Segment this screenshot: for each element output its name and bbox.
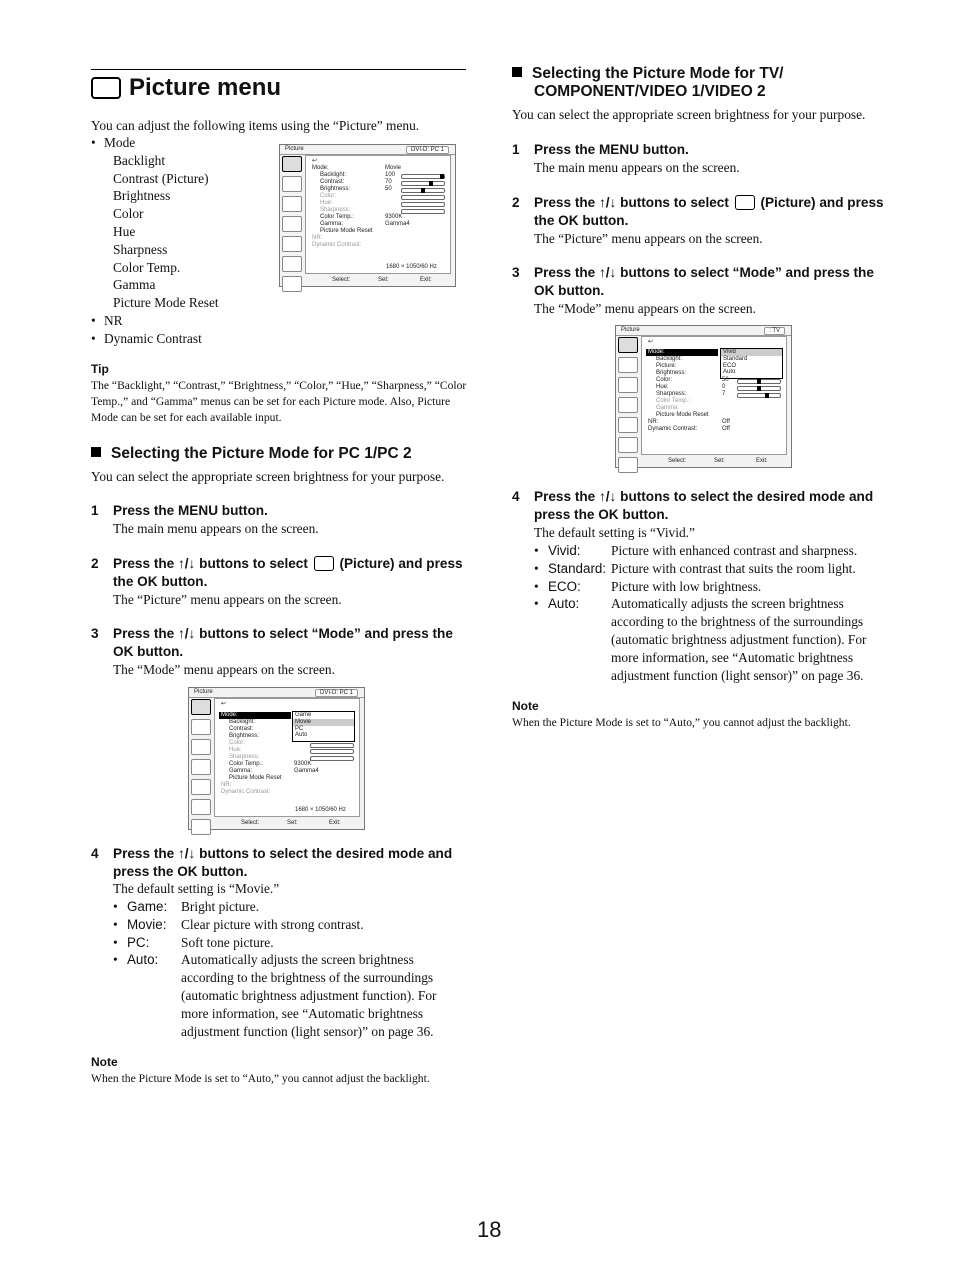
item-color-temp: Color Temp. — [113, 259, 181, 275]
pc-mode-list: • Game: Bright picture. • Movie: Clear picture with strong contrast. • PC: Soft tone picture. • Auto: Automatically adjusts the screen brightness according to the brightness of the surroundings (automatic brightness adjustment function). For more information, see “Automatic brightness adjustment function (light sensor)” on page 36. — [113, 899, 437, 1039]
tv-step-2: 2 Press the ↑/↓ buttons to select (Picture) and press the OK button. — [512, 195, 884, 228]
item-dynamic-contrast: Dynamic Contrast — [104, 330, 202, 346]
page-number: 18 — [477, 1217, 502, 1242]
tv-mode-list: • Vivid: Picture with enhanced contrast and sharpness. • Standard: Picture with contrast that suits the room light. • ECO: Picture with low brightness. • Auto: Automatically adjusts the screen brightness according to the brightness of the surroundings (automatic brightness adjustment function). For more information, see “Automatic brightness adjustment function (light sensor)” on page 36. — [534, 543, 867, 683]
pc-default: The default setting is “Movie.” — [113, 881, 280, 896]
pc-step-2-body: The “Picture” menu appears on the screen. — [113, 592, 342, 607]
item-brightness: Brightness — [113, 188, 171, 204]
tip-text: The “Backlight,” “Contrast,” “Brightness,” “Color,” “Hue,” “Sharpness,” “Color Temp.,” and “Gamma” menus can be set for each Picture mode. Also, Picture Mode can be set for each available input. — [91, 379, 467, 424]
tv-step-1: 1 Press the MENU button. — [512, 142, 689, 157]
item-mode: Mode — [104, 135, 136, 150]
tv-step-3-body: The “Mode” menu appears on the screen. — [534, 301, 756, 316]
pc-step-4: 4 Press the ↑/↓ buttons to select the desired mode and press the OK button. — [91, 846, 453, 879]
item-color: Color — [113, 206, 144, 222]
item-gamma: Gamma — [113, 277, 156, 293]
item-contrast: Contrast (Picture) — [113, 170, 209, 186]
picture-icon — [91, 77, 121, 99]
tv-note: When the Picture Mode is set to “Auto,” you cannot adjust the backlight. — [512, 716, 851, 729]
item-picture-mode-reset: Picture Mode Reset — [113, 295, 219, 311]
tv-intro: You can select the appropriate screen brightness for your purpose. — [512, 107, 866, 122]
pc-step-1-body: The main menu appears on the screen. — [113, 521, 319, 536]
tv-default: The default setting is “Vivid.” — [534, 525, 695, 540]
pc-note-heading: Note — [91, 1055, 118, 1069]
osd-picture-menu: Picture DVI-D: PC 1 ↩ Mode: Backlight: Contrast: Brightness: Color: Hue: Sharpness: Color Temp.: Gamma: Picture Mode Reset NR: Dynamic Contrast: Movie 100 70 50 9300K Gamma4 1680 × 1050/60 Hz Select: Set: Exit: — [279, 144, 456, 287]
pc-step-1: 1 Press the MENU button. — [91, 503, 268, 518]
title-rule — [91, 69, 466, 70]
intro-text: You can adjust the following items using the “Picture” menu. — [91, 118, 420, 133]
tv-heading: Selecting the Picture Mode for TV/ COMPONENT/VIDEO 1/VIDEO 2 — [512, 65, 912, 101]
pc-step-3: 3 Press the ↑/↓ buttons to select “Mode” and press the OK button. — [91, 626, 453, 659]
picture-icon — [314, 556, 334, 571]
pc-intro: You can select the appropriate screen brightness for your purpose. — [91, 469, 445, 484]
pc-heading: Selecting the Picture Mode for PC 1/PC 2 — [91, 445, 412, 463]
tv-step-1-body: The main menu appears on the screen. — [534, 160, 740, 175]
picture-icon — [735, 195, 755, 210]
item-list: • Mode Backlight Contrast (Picture) Brightness Color Hue Sharpness Color Temp. Gamma Picture Mode Reset • NR • Dynamic Contrast — [91, 135, 219, 346]
osd-menu-icons — [282, 156, 304, 296]
item-nr: NR — [104, 312, 123, 328]
osd-mode-menu-pc: Picture DVI-D: PC 1 ↩ Mode: Backlight: Contrast: Brightness: Color: Hue: Sharpness: Color Temp.: Gamma: Picture Mode Reset NR: Dynamic Contrast: Game Movie PC Auto 9300K Gamma4 1680 × 1050/60 Hz Select: Set: Exit: — [188, 687, 365, 830]
page-title: Picture menu — [91, 74, 281, 102]
tv-step-2-body: The “Picture” menu appears on the screen. — [534, 231, 763, 246]
pc-note: When the Picture Mode is set to “Auto,” you cannot adjust the backlight. — [91, 1072, 430, 1085]
tv-step-3: 3 Press the ↑/↓ buttons to select “Mode” and press the OK button. — [512, 265, 874, 298]
tv-note-heading: Note — [512, 699, 539, 713]
item-backlight: Backlight — [113, 152, 166, 168]
tv-step-4: 4 Press the ↑/↓ buttons to select the desired mode and press the OK button. — [512, 489, 874, 522]
item-sharpness: Sharpness — [113, 241, 168, 257]
osd-mode-menu-tv: Picture : TV ↩ Mode: Backlight: Picture: Brightness: Color: Hue: Sharpness: Color Temp.: Gamma: Picture Mode Reset NR: Dynamic Contrast: Vivid Standard ECO Auto 50 0 7 Off Off Select: Set: Exit: — [615, 325, 792, 468]
item-hue: Hue — [113, 223, 136, 239]
tip-heading: Tip — [91, 362, 109, 376]
pc-step-2: 2 Press the ↑/↓ buttons to select (Picture) and press the OK button. — [91, 556, 463, 589]
pc-step-3-body: The “Mode” menu appears on the screen. — [113, 662, 335, 677]
